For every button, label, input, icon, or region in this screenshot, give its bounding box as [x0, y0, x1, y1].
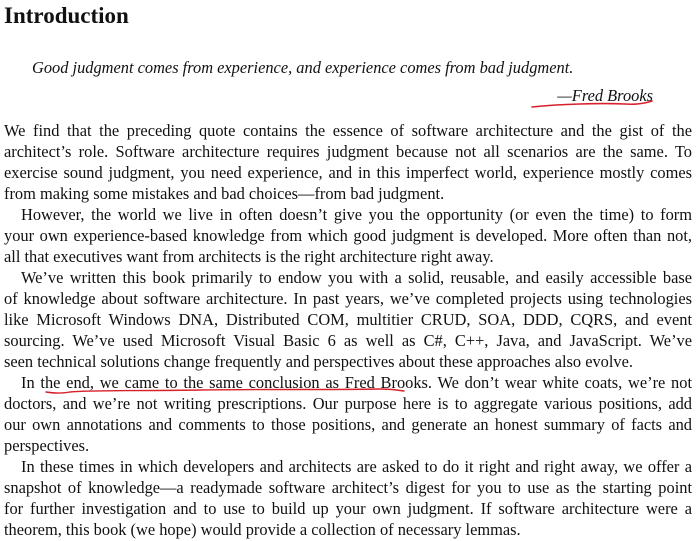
body-paragraph-3: [4, 267, 692, 372]
paragraph-line: like Microsoft Windows DNA, Distributed COM, multitier CRUD, SOA, DDD, CQRS, and event: [4, 310, 692, 329]
paragraph-line: We’ve written this book primarily to endow you with a solid, reusable, and easily accessible base: [21, 268, 692, 287]
body-paragraph-1: [4, 120, 692, 204]
paragraph-line: of knowledge about software architecture. In past years, we’ve completed projects using technologies: [4, 289, 692, 308]
epigraph-quote: Good judgment comes from experience, and experience comes from bad judgment.: [32, 58, 574, 77]
paragraph-line: architect’s role. Software architecture requires judgment because not all scenarios are the same. To: [4, 142, 692, 161]
paragraph-line: In these times in which developers and architects are asked to do it right and right away, we offer a: [21, 457, 692, 476]
paragraph-line: all that executives want from architects is the right architecture right away.: [4, 247, 494, 266]
paragraph-line: snapshot of knowledge—a readymade software architect’s digest for you to use as the starting point: [4, 478, 692, 497]
section-heading: Introduction: [4, 3, 129, 28]
paragraph-line: seen technical solutions change frequently and perspectives about these approaches also evolve.: [4, 352, 633, 371]
paragraph-line: In the end, we came to the same conclusion as Fred Brooks. We don’t wear white coats, we’re not: [21, 373, 692, 392]
body-paragraph-2: [4, 204, 692, 267]
paragraph-line: doctors, and we’re not writing prescriptions. Our purpose here is to aggregate various positions, add: [4, 394, 692, 413]
paragraph-line: our own annotations and comments to those positions, and generate an honest summary of facts and: [4, 415, 692, 434]
paragraph-line: sourcing. We’ve used Microsoft Visual Basic 6 as well as C#, C++, Java, and JavaScript. We’ve: [4, 331, 692, 350]
body-paragraph-5: [4, 456, 692, 540]
paragraph-line: exercise sound judgment, you need experience, and in this imperfect world, experience mostly comes: [4, 163, 692, 182]
body-paragraph-4: [4, 372, 692, 456]
paragraph-line: perspectives.: [4, 436, 90, 455]
paragraph-line: However, the world we live in often doesn’t give you the opportunity (or even the time) to form: [21, 205, 692, 224]
paragraph-line: We find that the preceding quote contains the essence of software architecture and the gist of the: [4, 121, 692, 140]
paragraph-line: for further investigation and to use to build up your own judgment. If software architecture were a: [4, 499, 692, 518]
paragraph-line: from making some mistakes and bad choices—from bad judgment.: [4, 184, 445, 203]
paragraph-line: your own experience-based knowledge from which good judgment is developed. More often than not,: [4, 226, 692, 245]
paragraph-line: theorem, this book (we hope) would provide a collection of necessary lemmas.: [4, 520, 521, 539]
epigraph-attribution: —Fred Brooks: [557, 86, 653, 105]
